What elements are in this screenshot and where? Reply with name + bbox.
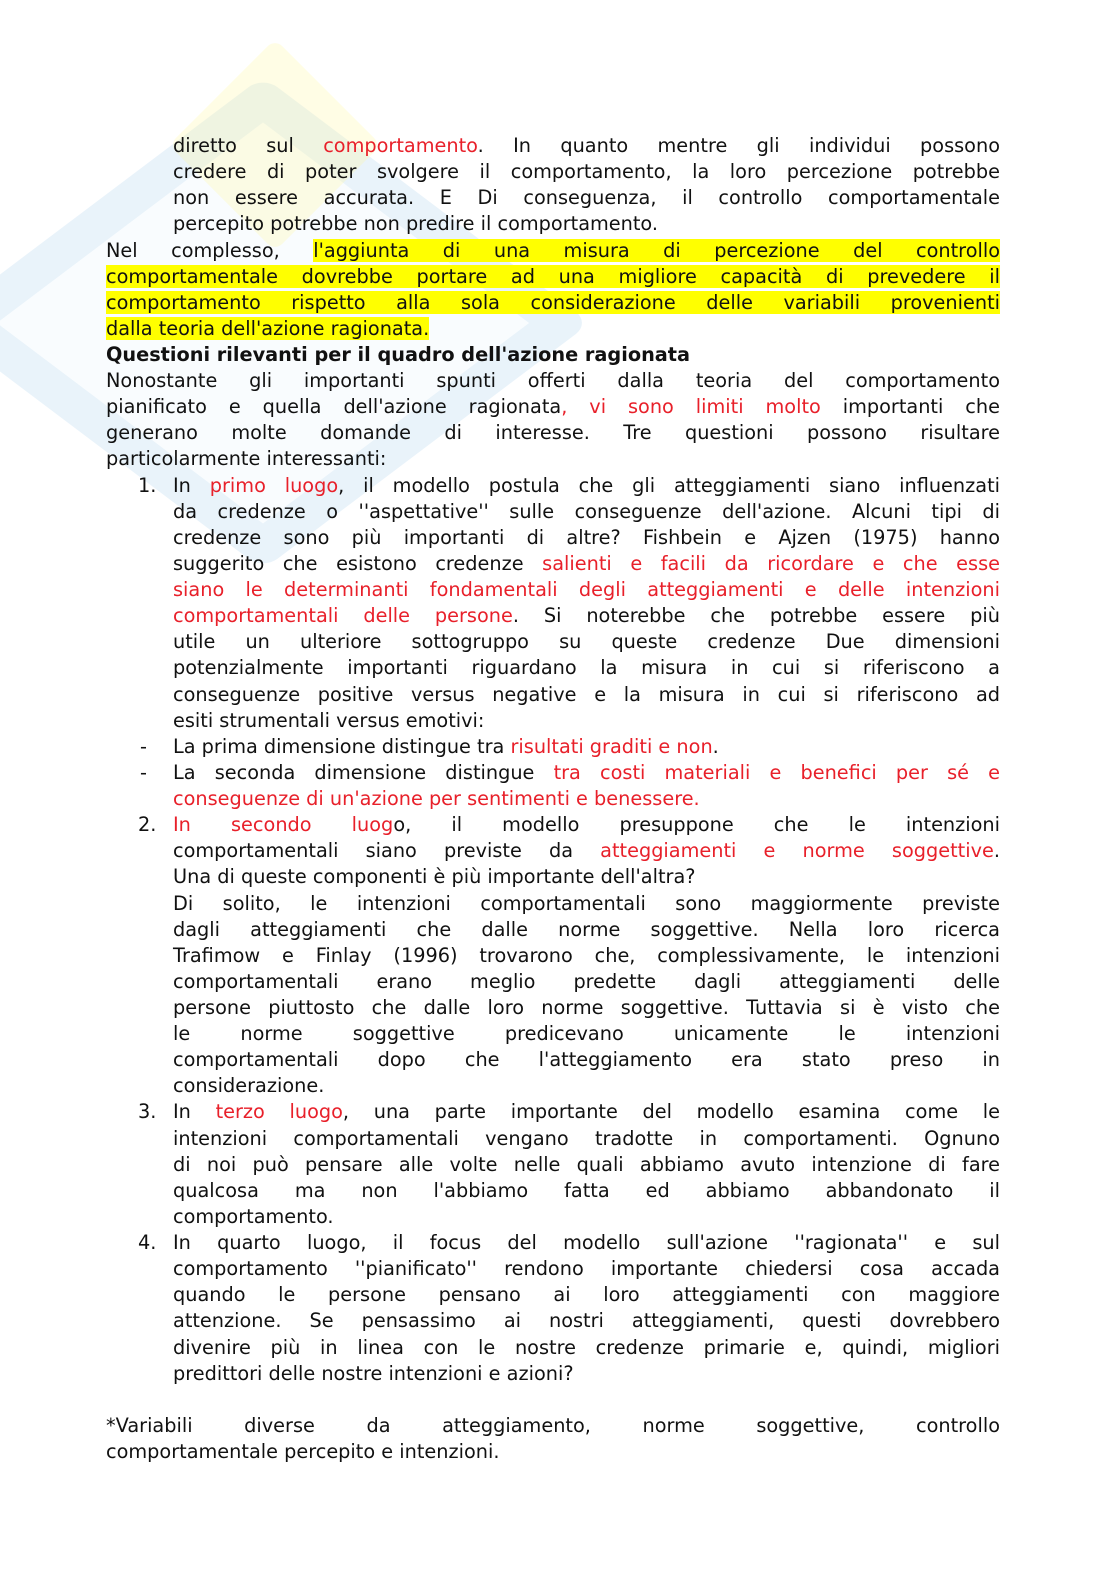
text-segment: La prima dimensione distingue tra xyxy=(173,734,511,758)
text-segment: Nonostante gli importanti spunti offerti dalla teoria del comportamento xyxy=(106,369,1000,393)
text-line xyxy=(106,342,1000,368)
text-line xyxy=(173,211,1000,237)
text-segment: comportamentali erano meglio predette dagli atteggiamenti delle xyxy=(173,969,1000,993)
text-segment: considerazione. xyxy=(173,1074,325,1098)
red-emphasis-text: terzo luogo xyxy=(215,1100,343,1124)
text-line xyxy=(173,603,1000,629)
text-line xyxy=(106,316,1000,342)
text-segment: . In quanto mentre gli individui possono xyxy=(477,134,1001,157)
text-line xyxy=(173,185,1000,211)
red-emphasis-text: tra costi materiali e benefici per sé e xyxy=(553,760,1000,784)
text-line xyxy=(106,394,1000,420)
text-segment: di noi può pensare alle volte nelle quali abbiamo avuto intenzione di fare xyxy=(173,1152,1000,1176)
text-segment: comportamentali siano previste da xyxy=(173,839,601,863)
list-number: 2. xyxy=(138,813,157,837)
text-line xyxy=(173,1178,1000,1204)
text-line xyxy=(106,1439,1000,1465)
text-line xyxy=(140,734,1000,760)
text-segment: In xyxy=(173,473,210,497)
text-segment: pianificato e quella dell'azione ragionata xyxy=(106,395,562,419)
text-segment: Di solito, le intenzioni comportamentali sono maggiormente previste xyxy=(173,891,1000,915)
text-segment: . xyxy=(712,734,719,758)
text-segment: particolarmente interessanti: xyxy=(106,447,387,471)
text-line xyxy=(173,1282,1000,1308)
text-segment: persone piuttosto che dalle loro norme soggettive. Tuttavia si è visto che xyxy=(173,996,1000,1019)
text-segment: le norme soggettive predicevano unicamente le intenzioni xyxy=(173,1022,1000,1046)
text-segment: , una parte importante del modello esamina come le xyxy=(342,1100,1000,1124)
text-segment: . Si noterebbe che potrebbe essere più xyxy=(512,604,1000,628)
text-segment: attenzione. Se pensassimo ai nostri atteggiamenti, questi dovrebbero xyxy=(173,1309,1000,1333)
text-line xyxy=(173,551,1000,577)
text-line xyxy=(173,1335,1000,1361)
red-emphasis-text: salienti e facili da ricordare e che esse xyxy=(542,551,1000,575)
text-line xyxy=(173,577,1000,603)
highlighted-text: comportamento rispetto alla sola considerazione delle variabili provenienti xyxy=(106,290,1000,314)
text-line xyxy=(173,838,1000,864)
text-line xyxy=(106,238,1000,264)
bullet-dash: - xyxy=(140,734,147,758)
text-line xyxy=(173,1204,1000,1230)
text-segment: predittori delle nostre intenzioni e azioni? xyxy=(173,1361,574,1385)
text-segment: esiti strumentali versus emotivi: xyxy=(173,708,485,732)
text-segment: qualcosa ma non l'abbiamo fatta ed abbiamo abbandonato il xyxy=(173,1178,1000,1202)
text-line xyxy=(173,969,1000,995)
highlighted-text: comportamentale dovrebbe portare ad una migliore capacità di prevedere il xyxy=(106,264,1000,288)
text-line xyxy=(173,995,1000,1021)
text-segment: . xyxy=(993,839,1000,863)
highlighted-text: dalla teoria dell'azione ragionata. xyxy=(106,316,430,340)
text-segment: potenzialmente importanti riguardano la misura in cui si riferiscono a xyxy=(173,656,1000,680)
text-line xyxy=(173,1021,1000,1047)
text-segment: credere di poter svolgere il comportamento, la loro percezione potrebbe xyxy=(173,160,1000,184)
list-number: 3. xyxy=(138,1100,157,1124)
red-emphasis-text: comportamento xyxy=(323,134,478,157)
text-segment: dagli atteggiamenti che dalle norme soggettive. Nella loro ricerca xyxy=(173,917,1000,941)
text-line xyxy=(173,1361,1000,1387)
text-segment: In xyxy=(173,1100,216,1124)
text-line xyxy=(173,917,1000,943)
text-line xyxy=(173,1126,1000,1152)
text-segment: divenire più in linea con le nostre credenze primarie e, quindi, migliori xyxy=(173,1335,1000,1359)
text-line xyxy=(173,159,1000,185)
text-segment: comportamentali dopo che l'atteggiamento era stato preso in xyxy=(173,1048,1000,1072)
text-segment: Nel complesso, xyxy=(106,238,314,262)
text-line xyxy=(173,1256,1000,1282)
red-emphasis-text: siano le determinanti fondamentali degli atteggiamenti e delle intenzioni xyxy=(173,578,1000,601)
bullet-dash: - xyxy=(140,760,147,784)
text-line xyxy=(173,708,1000,734)
text-segment: *Variabili diverse da atteggiamento, norme soggettive, controllo xyxy=(106,1413,1000,1437)
text-segment: da credenze o ''aspettative'' sulle conseguenze dell'azione. Alcuni tipi di xyxy=(173,499,1000,523)
text-line xyxy=(173,1152,1000,1178)
text-line xyxy=(138,1230,1000,1256)
text-line xyxy=(173,1073,1000,1099)
red-emphasis-text: risultati graditi e non xyxy=(510,734,713,758)
red-emphasis-text: comportamentali delle persone xyxy=(173,604,513,628)
red-emphasis-text: In secondo luog xyxy=(173,813,394,837)
list-number: 1. xyxy=(138,473,157,497)
red-emphasis-text: atteggiamenti e norme soggettive xyxy=(600,839,994,863)
text-segment: credenze sono più importanti di altre? Fishbein e Ajzen (1975) hanno xyxy=(173,525,1000,549)
text-line xyxy=(173,943,1000,969)
text-line xyxy=(106,420,1000,446)
text-segment: o, il modello presuppone che le intenzioni xyxy=(393,813,1001,837)
text-segment: Una di queste componenti è più importante dell'altra? xyxy=(173,865,696,889)
text-line xyxy=(138,812,1001,838)
text-segment: La seconda dimensione distingue xyxy=(173,760,554,784)
text-line xyxy=(106,368,1000,394)
text-line xyxy=(138,1099,1000,1125)
text-segment: comportamentale percepito e intenzioni. xyxy=(106,1440,500,1463)
text-line xyxy=(173,629,1000,655)
text-line xyxy=(106,446,1000,472)
text-segment: importanti che xyxy=(820,395,1000,419)
text-line xyxy=(173,655,1000,681)
text-segment: comportamento. xyxy=(173,1204,334,1228)
text-segment: conseguenze positive versus negative e la misura in cui si riferiscono ad xyxy=(173,682,1000,706)
text-segment: comportamento ''pianificato'' rendono importante chiedersi cosa accada xyxy=(173,1257,1000,1281)
text-line xyxy=(138,473,1000,499)
text-segment: generano molte domande di interesse. Tre questioni possono risultare xyxy=(106,421,1000,445)
text-line xyxy=(173,1047,1000,1073)
text-segment: percepito potrebbe non predire il comportamento. xyxy=(173,212,659,236)
text-line xyxy=(173,786,1000,812)
text-segment: In quarto luogo, il focus del modello sull'azione ''ragionata'' e sul xyxy=(173,1231,1000,1254)
text-line xyxy=(106,290,1000,316)
text-segment: Trafimow e Finlay (1996) trovarono che, complessivamente, le intenzioni xyxy=(173,943,1000,967)
section-heading: Questioni rilevanti per il quadro dell'azione ragionata xyxy=(106,343,691,366)
text-line xyxy=(173,499,1000,525)
list-number: 4. xyxy=(138,1231,157,1254)
red-emphasis-text: primo luogo xyxy=(209,473,339,497)
text-segment: non essere accurata. E Di conseguenza, il controllo comportamentale xyxy=(173,186,1000,210)
text-line xyxy=(173,682,1000,708)
text-segment: intenzioni comportamentali vengano tradotte in comportamenti. Ognuno xyxy=(173,1126,1000,1150)
text-line xyxy=(106,264,1000,290)
red-emphasis-text: , vi sono limiti molto xyxy=(561,395,821,419)
text-line xyxy=(173,864,1000,890)
text-line xyxy=(173,1308,1000,1334)
text-segment: diretto sul xyxy=(173,134,324,157)
red-emphasis-text: conseguenze di un'azione per sentimenti e benessere. xyxy=(173,787,700,810)
text-line xyxy=(106,1413,1000,1439)
text-segment: , il modello postula che gli atteggiamenti siano influenzati xyxy=(338,473,1000,497)
text-segment: suggerito che esistono credenze xyxy=(173,551,543,575)
text-segment: utile un ulteriore sottogruppo su queste credenze Due dimensioni xyxy=(173,630,1000,654)
text-line xyxy=(140,760,1000,786)
text-line xyxy=(173,891,1000,917)
text-line xyxy=(173,525,1000,551)
text-line xyxy=(173,133,1000,159)
text-segment: quando le persone pensano ai loro atteggiamenti con maggiore xyxy=(173,1283,1000,1307)
highlighted-text: l'aggiunta di una misura di percezione del controllo xyxy=(313,238,1000,262)
